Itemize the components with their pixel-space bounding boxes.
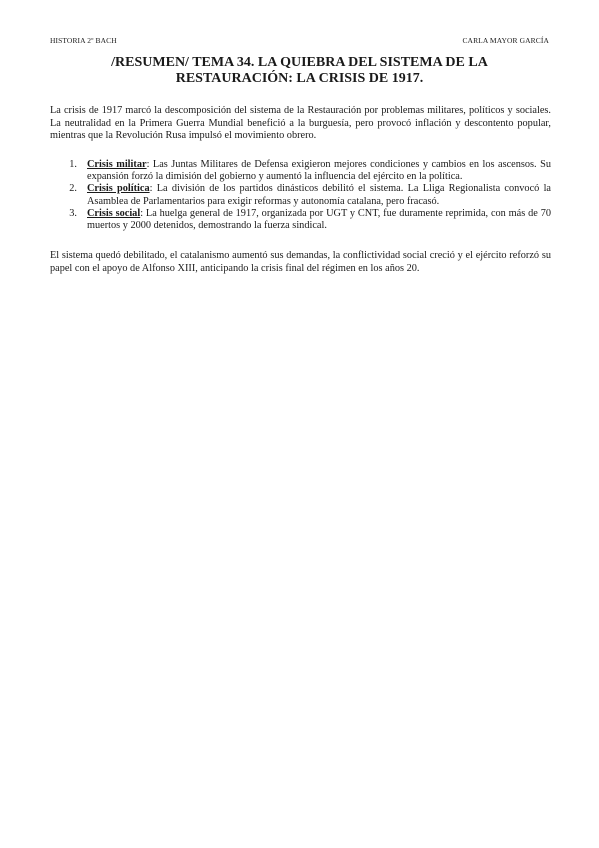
title-line-1: /RESUMEN/ TEMA 34. LA QUIEBRA DEL SISTEMA DE LA bbox=[111, 55, 488, 70]
list-item-text: : La huelga general de 1917, organizada por UGT y CNT, fue duramente reprimida, con más de 70 muertos y 2000 detenidos, demostrando la fuerza sindical. bbox=[87, 207, 551, 232]
list-item-text: : Las Juntas Militares de Defensa exigieron mejores condiciones y cambios en los ascensos. Su expansión forzó la dimisión del gobierno y aumentó la influencia del ejército en la política. bbox=[87, 159, 551, 183]
document-title bbox=[60, 55, 539, 87]
intro-paragraph: La crisis de 1917 marcó la descomposición del sistema de la Restauración por problemas militares, políticos y sociales. La neutralidad en la Primera Guerra Mundial benefició a la burguesía, pero provocó inflación y descontento popular, mientras que la Revolución Rusa impulsó el movimiento obrero. bbox=[50, 105, 551, 142]
list-item-term: Crisis política bbox=[87, 183, 150, 195]
list-item-number: 2. bbox=[69, 183, 77, 195]
header-left: HISTORIA 2º BACH bbox=[50, 36, 117, 45]
list-item-number: 1. bbox=[69, 159, 77, 170]
crisis-list bbox=[50, 159, 551, 232]
list-item-content bbox=[87, 208, 551, 232]
list-item bbox=[50, 208, 551, 232]
conclusion-paragraph: El sistema quedó debilitado, el catalanismo aumentó sus demandas, la conflictividad social creció y el ejército reforzó su papel con el apoyo de Alfonso XIII, anticipando la crisis final del régimen en los años 20. bbox=[50, 250, 551, 274]
list-item-content bbox=[87, 183, 551, 207]
title-line-2: RESTAURACIÓN: LA CRISIS DE 1917. bbox=[175, 71, 424, 86]
list-item-term: Crisis social bbox=[87, 207, 141, 219]
list-item-content bbox=[87, 159, 551, 183]
list-item-number: 3. bbox=[69, 207, 77, 219]
list-item-text: : La división de los partidos dinásticos debilitó el sistema. La Lliga Regionalista convocó la Asamblea de Parlamentarios para exigir reformas y autonomía catalana, pero fracasó. bbox=[87, 183, 551, 207]
list-item-term: Crisis militar bbox=[87, 159, 147, 170]
page-header bbox=[50, 36, 549, 45]
list-item bbox=[50, 183, 551, 207]
header-right: CARLA MAYOR GARCÍA bbox=[462, 36, 549, 45]
list-item bbox=[50, 159, 551, 183]
